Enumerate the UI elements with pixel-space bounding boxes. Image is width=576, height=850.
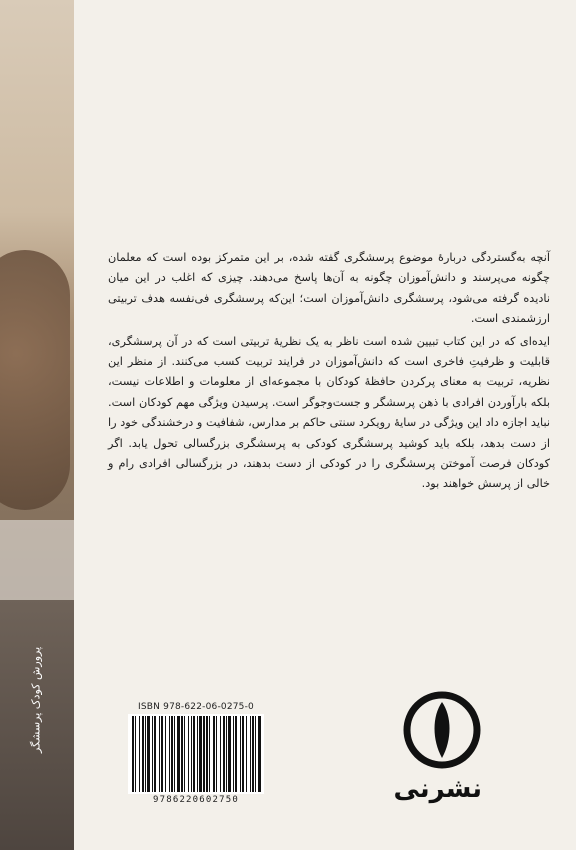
isbn-label: ISBN 978-622-06-0275-0 [138,702,254,712]
barcode-bar [228,716,231,792]
barcode-bar [216,716,217,792]
barcode-bar [139,716,140,792]
barcode-bar [223,716,225,792]
barcode-bar [252,716,254,792]
barcode-bar [161,716,163,792]
barcode-bar [242,716,244,792]
barcode-bar [206,716,208,792]
publisher-logo [393,688,482,818]
barcode-bar [152,716,153,792]
barcode-bar [258,716,261,792]
barcode-bar [220,716,221,792]
isbn-barcode [128,702,264,812]
blurb-text [108,248,550,497]
barcode-bar [171,716,173,792]
barcode-bar [191,716,192,792]
barcode-bar [226,716,227,792]
barcode-bar [250,716,251,792]
barcode-bar [184,716,185,792]
barcode-bar [174,716,175,792]
publisher-name: نشرنی [393,774,482,804]
barcode-bar [145,716,146,792]
barcode-bars [128,714,264,794]
barcode-bar [233,716,234,792]
barcode-bar [169,716,170,792]
barcode-bar [246,716,247,792]
barcode-bar [147,716,150,792]
barcode-bar [177,716,180,792]
barcode-bar [142,716,144,792]
book-spine [0,0,74,850]
barcode-bar [255,716,256,792]
barcode-bar [193,716,195,792]
barcode-bar [235,716,237,792]
barcode-digits: 9786220602750 [152,795,240,805]
barcode-bar [209,716,210,792]
barcode-bar [135,716,136,792]
spine-photo-shape [0,250,70,510]
barcode-bar [203,716,205,792]
spine-title: پرورش کودک پرسشگر [29,646,43,754]
barcode-bar [197,716,198,792]
blurb-paragraph-1: آنچه به‌گستردگی دربارهٔ موضوع پرسشگری گفته شده، بر این متمرکز بوده است که معلمان چگونه می‌پرسند و دانش‌آموزان چگونه به آن‌ها پاسخ می‌دهند. چیزی که اغلب در این میان نادیده گرفته می‌شود، پرسشگری دانش‌آموزان است؛ این‌که پرسشگری فی‌نفسه هدف تربیتی ارزشمندی است. [108,251,550,326]
blurb-paragraph-2: ایده‌ای که در این کتاب تبیین شده است ناظر به یک نظریهٔ تربیتی است که در آن پرسشگری، قابلیت و ظرفیتِ فاخری است که دانش‌آموزان در فرایند تربیت کسب می‌کنند. از منظر این نظریه، تربیت به معنای پرکردن حافظهٔ کودکان با مجموعه‌ای از معلومات و اطلاعات نیست، بلکه بارآوردن افرادی با ذهن پرسشگر و جست‌وجوگر است. پرسیدن ویژگی مهم کودکان است. نباید اجازه داد این ویژگی در سایهٔ رویکرد سنتی حاکم بر مدارس، شفافیت و درخشندگی خود را از دست بدهد، بلکه باید کوشید پرسشگری کودکی به پرسشگری بزرگسالی تحول یابد. اگر کودکان فرصت آموختن پرسشگری را در کودکی از دست بدهند، در بزرگسالی افرادی رام و خالی از پرسش خواهند بود. [108,334,550,491]
barcode-bar [154,716,156,792]
spine-photo-shape [0,520,74,600]
barcode-bar [240,716,241,792]
barcode-bar [181,716,183,792]
barcode-bar [132,716,134,792]
ney-logo-icon [402,688,482,774]
barcode-bar [213,716,215,792]
barcode-bar [165,716,166,792]
barcode-bar [159,716,160,792]
barcode-bar [188,716,189,792]
barcode-bar [199,716,202,792]
